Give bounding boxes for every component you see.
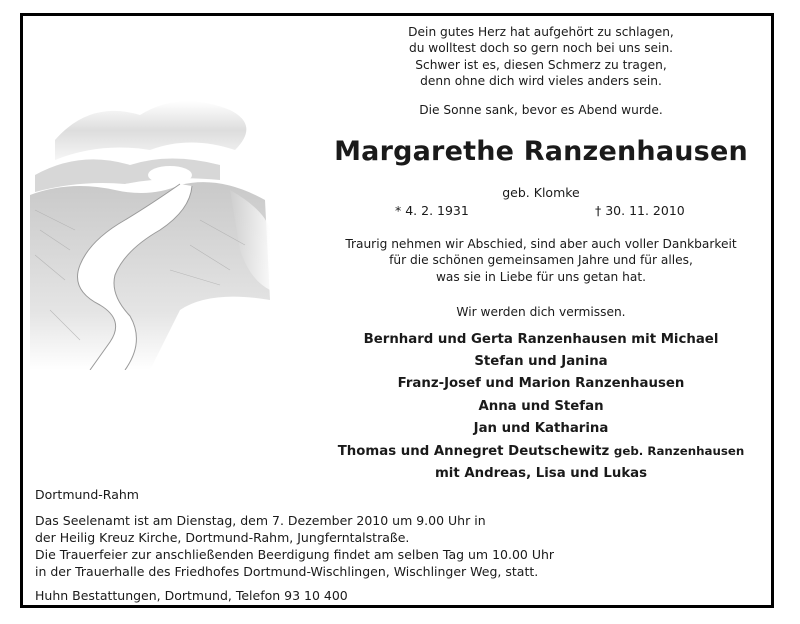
mourner-line: Franz-Josef und Marion Ranzenhausen — [397, 376, 685, 392]
mourner-line: Anna und Stefan — [478, 398, 604, 414]
place-of-residence: Dortmund-Rahm — [35, 487, 139, 502]
mourner-line: Bernhard und Gerta Ranzenhausen mit Michael — [363, 332, 719, 347]
service-line: Die Trauerfeier zur anschließenden Beerdigung findet am selben Tag um 10.00 Uhr — [35, 547, 555, 562]
service-line: der Heilig Kreuz Kirche, Dortmund-Rahm, Jungferntalstraße. — [35, 530, 410, 545]
mourners-list — [300, 329, 782, 485]
service-details — [35, 512, 554, 580]
farewell-line: Traurig nehmen wir Abschied, sind aber auch voller Dankbarkeit — [345, 237, 737, 251]
mourner-names: Thomas und Annegret Deutschewitz — [337, 444, 610, 460]
deceased-name: Margarethe Ranzenhausen — [334, 136, 748, 167]
funeral-home-contact: Huhn Bestattungen, Dortmund, Telefon 93 10 400 — [35, 588, 348, 603]
farewell-message — [300, 236, 782, 285]
mourner-line: mit Andreas, Lisa und Lukas — [434, 466, 648, 482]
poem — [300, 24, 782, 90]
service-line: in der Trauerhalle des Friedhofes Dortmund-Wischlingen, Wischlinger Weg, statt. — [35, 564, 539, 579]
mourner-line-deutschewitz — [300, 440, 782, 463]
poem-line: Schwer ist es, diesen Schmerz zu tragen, — [415, 57, 667, 72]
death-date: † 30. 11. 2010 — [595, 203, 685, 218]
mourner-maiden-name: geb. Ranzenhausen — [613, 444, 745, 459]
farewell-line: was sie in Liebe für uns getan hat. — [435, 269, 647, 284]
farewell-line: für die schönen gemeinsamen Jahre und für alles, — [389, 253, 693, 268]
mourner-line: Stefan und Janina — [474, 354, 608, 370]
sunset-river-landscape-illustration — [30, 80, 270, 370]
poem-line: denn ohne dich wird vieles anders sein. — [420, 74, 662, 89]
miss-you-line: Wir werden dich vermissen. — [456, 305, 626, 319]
maiden-name: geb. Klomke — [502, 185, 580, 200]
poem-line: Dein gutes Herz hat aufgehört zu schlagen, — [408, 25, 674, 39]
service-line: Das Seelenamt ist am Dienstag, dem 7. Dezember 2010 um 9.00 Uhr in — [35, 513, 486, 528]
poem-line: du wolltest doch so gern noch bei uns sein. — [408, 41, 674, 56]
poem-closing-line: Die Sonne sank, bevor es Abend wurde. — [419, 103, 663, 117]
mourner-line: Jan und Katharina — [473, 420, 609, 436]
birth-date: * 4. 2. 1931 — [395, 203, 469, 218]
